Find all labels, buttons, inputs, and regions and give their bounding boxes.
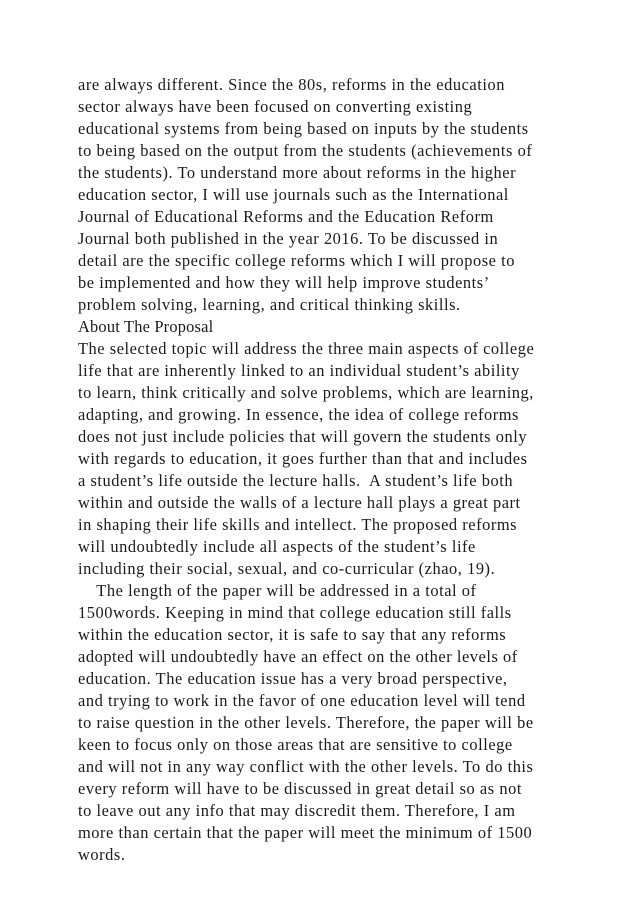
paragraph-1 <box>78 74 638 316</box>
text-line: The length of the paper will be addressed in a total of <box>78 581 477 600</box>
text-line: more than certain that the paper will meet the minimum of 1500 <box>78 823 533 842</box>
text-line: keen to focus only on those areas that are sensitive to college <box>78 735 513 754</box>
text-line: adopted will undoubtedly have an effect on the other levels of <box>78 647 518 666</box>
document-page <box>78 74 638 866</box>
text-line: and trying to work in the favor of one education level will tend <box>78 691 526 710</box>
text-line: problem solving, learning, and critical thinking skills. <box>78 295 461 314</box>
text-line: within the education sector, it is safe to say that any reforms <box>78 625 507 644</box>
text-line: are always different. Since the 80s, reforms in the education <box>78 75 505 94</box>
text-line: to being based on the output from the students (achievements of <box>78 141 533 160</box>
text-line: does not just include policies that will govern the students only <box>78 427 528 446</box>
text-line: 1500words. Keeping in mind that college education still falls <box>78 603 512 622</box>
section-heading: About The Proposal <box>78 317 214 336</box>
text-line: Journal both published in the year 2016. To be discussed in <box>78 229 499 248</box>
text-line: education. The education issue has a very broad perspective, <box>78 669 508 688</box>
text-line: Journal of Educational Reforms and the Education Reform <box>78 207 494 226</box>
text-line: words. <box>78 845 126 864</box>
text-line: sector always have been focused on converting existing <box>78 97 473 116</box>
text-line: to leave out any info that may discredit them. Therefore, I am <box>78 801 516 820</box>
text-line: and will not in any way conflict with the other levels. To do this <box>78 757 534 776</box>
text-line: The selected topic will address the three main aspects of college <box>78 339 535 358</box>
text-line: a student’s life outside the lecture halls. A student’s life both <box>78 471 514 490</box>
text-line: adapting, and growing. In essence, the idea of college reforms <box>78 405 519 424</box>
text-line: the students). To understand more about reforms in the higher <box>78 163 517 182</box>
text-line: detail are the specific college reforms which I will propose to <box>78 251 515 270</box>
text-line: to raise question in the other levels. Therefore, the paper will be <box>78 713 534 732</box>
text-line: with regards to education, it goes further than that and includes <box>78 449 528 468</box>
text-line: will undoubtedly include all aspects of the student’s life <box>78 537 476 556</box>
paragraph-3 <box>78 580 638 866</box>
text-line: educational systems from being based on inputs by the students <box>78 119 529 138</box>
text-line: including their social, sexual, and co-curricular (zhao, 19). <box>78 559 496 578</box>
text-line: education sector, I will use journals such as the International <box>78 185 509 204</box>
text-line: life that are inherently linked to an individual student’s ability <box>78 361 520 380</box>
text-line: in shaping their life skills and intellect. The proposed reforms <box>78 515 518 534</box>
text-line: be implemented and how they will help improve students’ <box>78 273 490 292</box>
paragraph-2 <box>78 338 638 580</box>
text-line: every reform will have to be discussed in great detail so as not <box>78 779 522 798</box>
text-line: to learn, think critically and solve problems, which are learning, <box>78 383 534 402</box>
text-line: within and outside the walls of a lecture hall plays a great part <box>78 493 521 512</box>
